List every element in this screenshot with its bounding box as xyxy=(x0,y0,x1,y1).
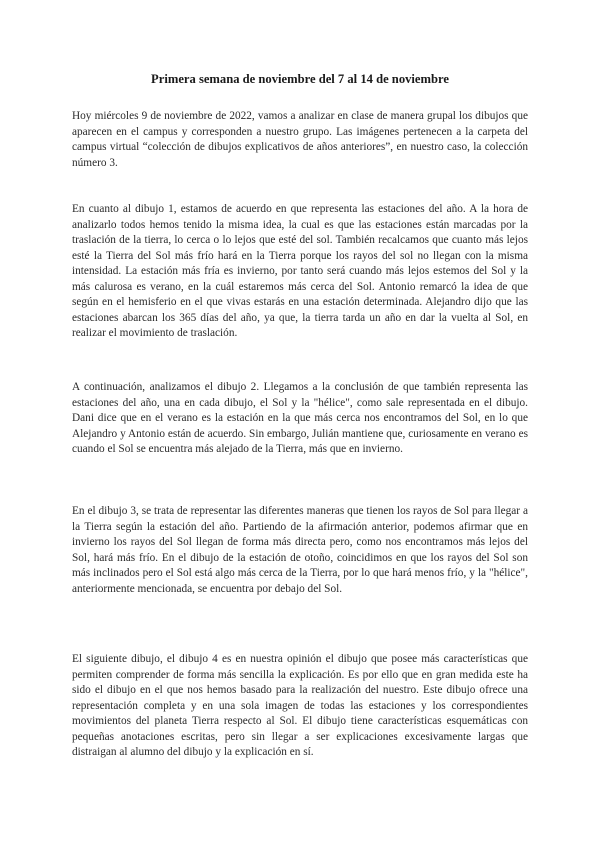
paragraph-drawing-2: A continuación, analizamos el dibujo 2. Llegamos a la conclusión de que también representa las estaciones del año, una en cada dibujo, el Sol y la "hélice", como sale representada en el dibujo. Dani dice que en el verano es la estación en la que más cerca nos encontramos del Sol, en lo que Alejandro y Antonio están de acuerdo. Sin embargo, Julián mantiene que, curiosamente en verano es cuando el Sol se encuentra más alejado de la Tierra, más que en invierno. xyxy=(72,381,528,455)
document-title: Primera semana de noviembre del 7 al 14 de noviembre xyxy=(151,72,449,86)
paragraph-drawing-1: En cuanto al dibujo 1, estamos de acuerdo en que representa las estaciones del año. A la hora de analizarlo todos hemos tenido la misma idea, la cual es que las estaciones están marcadas por la traslación de la tierra, lo cerca o lo lejos que esté del sol. También recalcamos que cuanto más lejos esté la Tierra del Sol más frío hará en la Tierra porque los rayos del sol no llegan con la misma intensidad. La estación más fría es invierno, por tanto será cuando más lejos estemos del Sol y la más calurosa es verano, en la cuál estaremos más cerca del Sol. Antonio remarcó la idea de que según en el hemisferio en el que vivas estarás en una estación determinada. Alejandro dijo que las estaciones abarcan los 365 días del año, ya que, la tierra tarda un año en dar la vuelta al Sol, en realizar el movimiento de traslación. xyxy=(72,203,528,339)
paragraph-intro: Hoy miércoles 9 de noviembre de 2022, vamos a analizar en clase de manera grupal los dibujos que aparecen en el campus y corresponden a nuestro grupo. Las imágenes pertenecen a la carpeta del campus virtual “colección de dibujos explicativos de años anteriores”, en nuestro caso, la colección número 3. xyxy=(72,110,528,169)
paragraph-drawing-4: El siguiente dibujo, el dibujo 4 es en nuestra opinión el dibujo que posee más características que permiten comprender de forma más sencilla la explicación. Es por ello que en gran medida este ha sido el dibujo en el que nos hemos basado para la realización del nuestro. Este dibujo ofrece una representación completa y en una sola imagen de todas las estaciones y los correspondientes movimientos del planeta Tierra respecto al Sol. El dibujo tiene características esquemáticas con pequeñas anotaciones escritas, pero sin llegar a ser explicaciones excesivamente largas que distraigan al alumno del dibujo y la explicación en sí. xyxy=(72,653,528,758)
paragraph-drawing-3: En el dibujo 3, se trata de representar las diferentes maneras que tienen los rayos de Sol para llegar a la Tierra según la estación del año. Partiendo de la afirmación anterior, podemos afirmar que en invierno los rayos del Sol llegan de forma más directa pero, como nos encontramos más lejos del Sol, hará más frío. En el dibujo de la estación de otoño, coincidimos en que los rayos del Sol son más inclinados pero el Sol está algo más cerca de la Tierra, por lo que hará menos frío, y la "hélice", anteriormente mencionada, se encuentra por debajo del Sol. xyxy=(72,505,528,595)
